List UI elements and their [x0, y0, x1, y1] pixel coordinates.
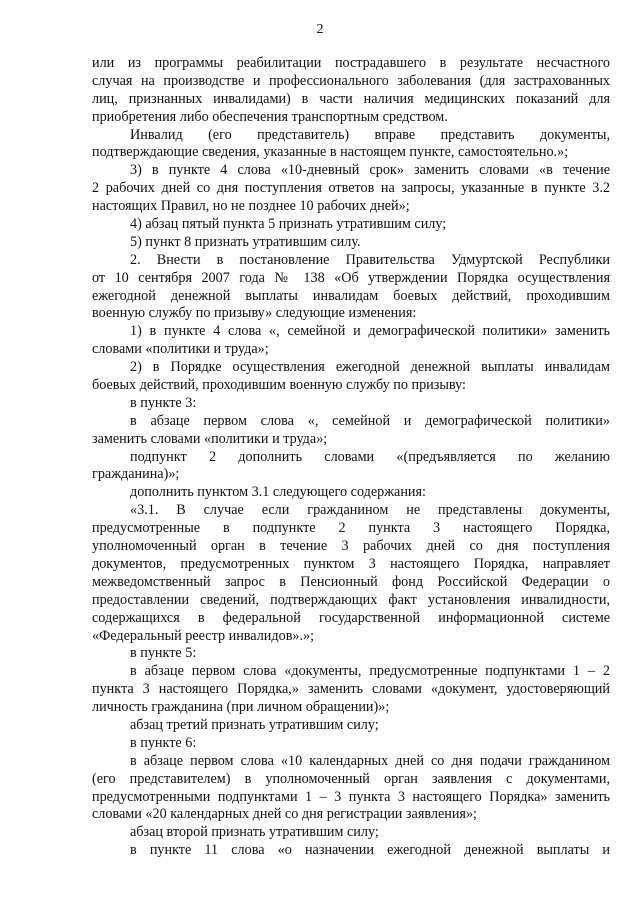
text-line: случая на производстве и профессионального заболевания (для застрахованных — [92, 72, 610, 89]
text-line: подтверждающие сведения, указанные в настоящем пункте, самостоятельно.»; — [92, 144, 569, 161]
text-line: в абзаце первом слова «, семейной и демографической политики» — [130, 412, 610, 429]
text-line: в абзаце первом слова «документы, предусмотренные подпунктами 1 – 2 — [130, 663, 610, 680]
text-line: 3) в пункте 4 слова «10-дневный срок» заменить словами «в течение — [130, 162, 610, 179]
text-line: в пункте 6: — [130, 734, 197, 751]
text-line: в пункте 11 слова «о назначении ежегодной денежной выплаты и — [130, 842, 610, 859]
text-line: лиц, признанных инвалидами) в части наличия медицинских показаний для — [92, 90, 610, 107]
text-line: предоставлении сведений, подтверждающих факт установления инвалидности, — [92, 591, 610, 608]
document-body — [92, 55, 610, 860]
text-line: или из программы реабилитации пострадавшего в результате несчастного — [92, 55, 610, 71]
text-line: 1) в пункте 4 слова «, семейной и демографической политики» заменить — [130, 323, 610, 340]
text-line: предусмотренные в подпункте 2 пункта 3 настоящего Порядка, — [92, 520, 610, 537]
text-line: содержащихся в федеральной государственной информационной системе — [92, 609, 610, 626]
text-line: заменить словами «политики и труда»; — [92, 430, 328, 447]
text-line: пункта 3 настоящего Порядка,» заменить словами «документ, удостоверяющий — [92, 681, 610, 698]
text-line: уполномоченный орган в течение 3 рабочих дней со дня поступления — [92, 538, 610, 555]
text-line: абзац второй признать утратившим силу; — [130, 824, 379, 841]
text-line: 2) в Порядке осуществления ежегодной денежной выплаты инвалидам — [130, 359, 610, 376]
text-line: в пункте 5: — [130, 645, 197, 662]
text-line: гражданина)»; — [92, 466, 180, 483]
page-number: 2 — [316, 22, 324, 37]
text-line: (его представителем) в уполномоченный орган заявления с документами, — [92, 770, 610, 787]
text-line: ежегодной денежной выплаты инвалидам боевых действий, проходившим — [92, 287, 610, 304]
text-line: «3.1. В случае если гражданином не представлены документы, — [130, 502, 610, 519]
text-line: словами «20 календарных дней со дня регистрации заявления»; — [92, 806, 477, 823]
text-line: подпункт 2 дополнить словами «(предъявляется по желанию — [130, 448, 610, 465]
text-line: документов, предусмотренных пунктом 3 настоящего Порядка, направляет — [92, 555, 610, 572]
text-line: 2 рабочих дней со дня поступления ответов на запросы, указанные в пункте 3.2 — [92, 180, 610, 197]
text-line: «Федеральный реестр инвалидов».»; — [92, 627, 315, 644]
text-line: боевых действий, проходившим военную службу по призыву: — [92, 377, 466, 394]
text-line: личность гражданина (при личном обращении)»; — [92, 699, 390, 716]
text-line: 5) пункт 8 признать утратившим силу. — [130, 233, 361, 250]
text-line: настоящих Правил, но не позднее 10 рабочих дней»; — [92, 198, 410, 215]
text-line: 4) абзац пятый пункта 5 признать утратившим силу; — [130, 216, 447, 233]
text-line: от 10 сентября 2007 года № 138 «Об утверждении Порядка осуществления — [92, 269, 610, 286]
text-line: Инвалид (его представитель) вправе представить документы, — [130, 126, 610, 143]
text-line: предусмотренными подпунктами 1 – 3 пункта 3 настоящего Порядка» заменить — [92, 788, 610, 805]
text-line: словами «политики и труда»; — [92, 341, 269, 358]
text-line: межведомственный запрос в Пенсионный фонд Российской Федерации о — [92, 573, 610, 590]
text-line: 2. Внести в постановление Правительства Удмуртской Республики — [130, 251, 610, 268]
text-line: в пункте 3: — [130, 394, 197, 411]
text-line: военную службу по призыву» следующие изменения: — [92, 305, 417, 322]
text-line: абзац третий признать утратившим силу; — [130, 716, 379, 733]
text-line: дополнить пунктом 3.1 следующего содержания: — [130, 484, 426, 501]
text-line: в абзаце первом слова «10 календарных дней со дня подачи гражданином — [130, 752, 610, 769]
text-line: приобретения либо обеспечения транспортным средством. — [92, 108, 448, 125]
